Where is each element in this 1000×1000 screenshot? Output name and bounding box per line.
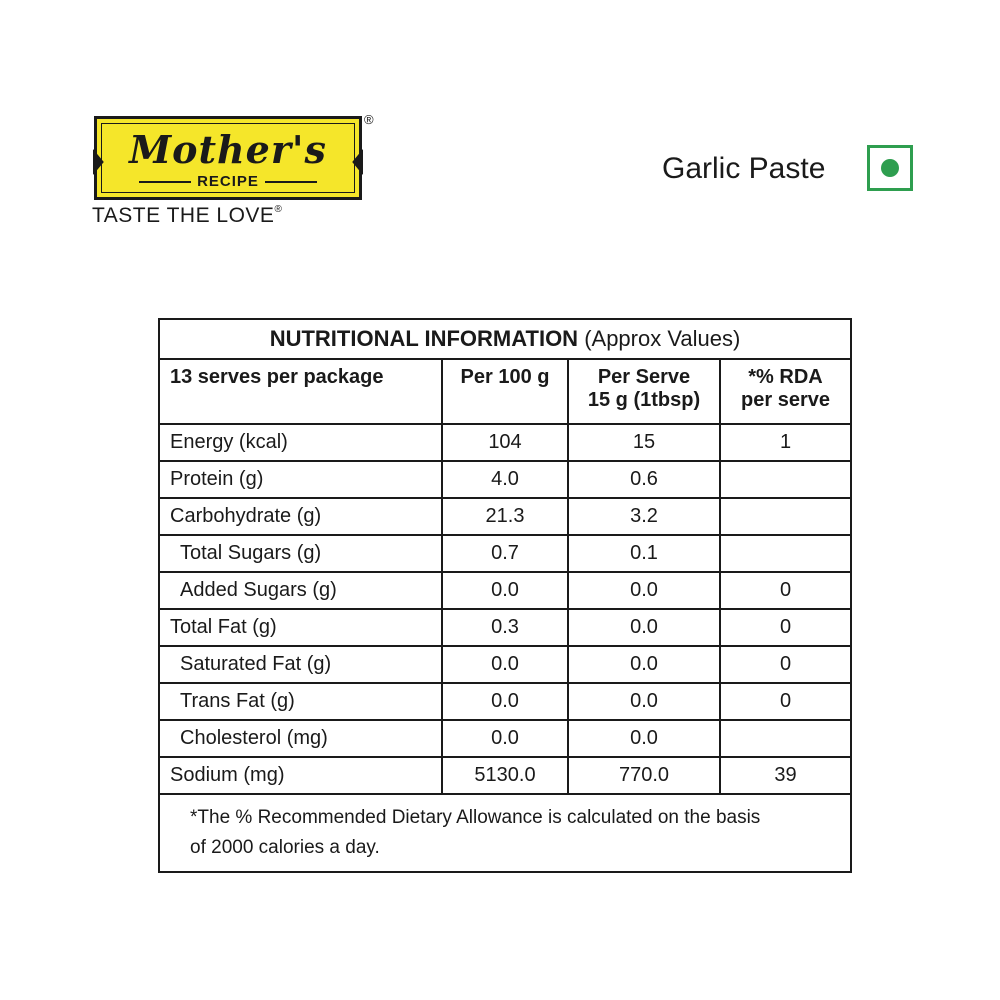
value-rda: 0 [720,609,850,646]
value-per-100g: 0.0 [442,572,568,609]
value-rda [720,461,850,498]
header-per-serve-line2: 15 g (1tbsp) [587,389,701,411]
tagline-registered-mark: ® [274,204,283,215]
nutrient-label: Sodium (mg) [160,757,442,794]
tagline-text: TASTE THE LOVE [92,204,275,227]
header-per-100g: Per 100 g [442,360,568,424]
brand-tagline [92,204,282,228]
value-rda: 0 [720,683,850,720]
value-per-100g: 0.0 [442,720,568,757]
nutrient-label: Total Fat (g) [160,609,442,646]
header-rda-line2: per serve [741,389,830,411]
value-rda [720,498,850,535]
value-per-100g: 4.0 [442,461,568,498]
brand-logo [88,112,388,232]
header-rda [720,360,850,424]
header-per-serve [568,360,720,424]
nutrition-grid [160,360,850,795]
value-rda: 39 [720,757,850,794]
nutrient-label: Protein (g) [160,461,442,498]
nutrition-table [158,318,852,873]
value-per-serve: 3.2 [568,498,720,535]
header-row [160,360,850,424]
table-row [160,498,850,535]
table-row [160,683,850,720]
value-per-100g: 5130.0 [442,757,568,794]
value-per-serve: 0.6 [568,461,720,498]
nutrient-label: Cholesterol (mg) [160,720,442,757]
value-per-100g: 0.0 [442,683,568,720]
value-per-serve: 15 [568,424,720,461]
value-per-100g: 0.7 [442,535,568,572]
table-row [160,572,850,609]
footnote-line-2: of 2000 calories a day. [190,837,380,858]
registered-mark: ® [364,112,374,127]
header-rda-line1: *% RDA [748,366,823,388]
value-per-serve: 0.0 [568,572,720,609]
veg-mark-dot [881,159,899,177]
logo-sub-text: RECIPE [97,173,359,190]
table-row [160,609,850,646]
nutrient-label: Trans Fat (g) [160,683,442,720]
product-name: Garlic Paste [662,152,826,185]
table-row [160,646,850,683]
value-rda [720,535,850,572]
table-row [160,720,850,757]
value-rda: 1 [720,424,850,461]
table-row [160,535,850,572]
value-per-serve: 0.0 [568,646,720,683]
nutrient-label: Saturated Fat (g) [160,646,442,683]
nutrition-title-rest: (Approx Values) [578,326,741,351]
veg-mark-icon [867,145,913,191]
value-per-100g: 104 [442,424,568,461]
value-per-serve: 0.0 [568,609,720,646]
header-per-serve-line1: Per Serve [597,366,691,388]
table-row [160,461,850,498]
value-rda: 0 [720,572,850,609]
rda-footnote [160,793,850,871]
value-per-100g: 0.3 [442,609,568,646]
nutrition-title [160,320,850,360]
value-per-100g: 21.3 [442,498,568,535]
value-per-serve: 770.0 [568,757,720,794]
value-per-serve: 0.0 [568,720,720,757]
value-per-100g: 0.0 [442,646,568,683]
nutrient-label: Total Sugars (g) [160,535,442,572]
table-row [160,757,850,794]
logo-script-text: Mother's [129,127,327,172]
logo-badge [94,116,362,200]
table-row [160,424,850,461]
header-serves: 13 serves per package [160,360,442,424]
value-per-serve: 0.1 [568,535,720,572]
nutrition-title-bold: NUTRITIONAL INFORMATION [269,326,579,351]
nutrient-label: Energy (kcal) [160,424,442,461]
value-rda [720,720,850,757]
value-per-serve: 0.0 [568,683,720,720]
value-rda: 0 [720,646,850,683]
nutrient-label: Carbohydrate (g) [160,498,442,535]
footnote-line-1: *The % Recommended Dietary Allowance is calculated on the basis [190,807,761,828]
nutrient-label: Added Sugars (g) [160,572,442,609]
